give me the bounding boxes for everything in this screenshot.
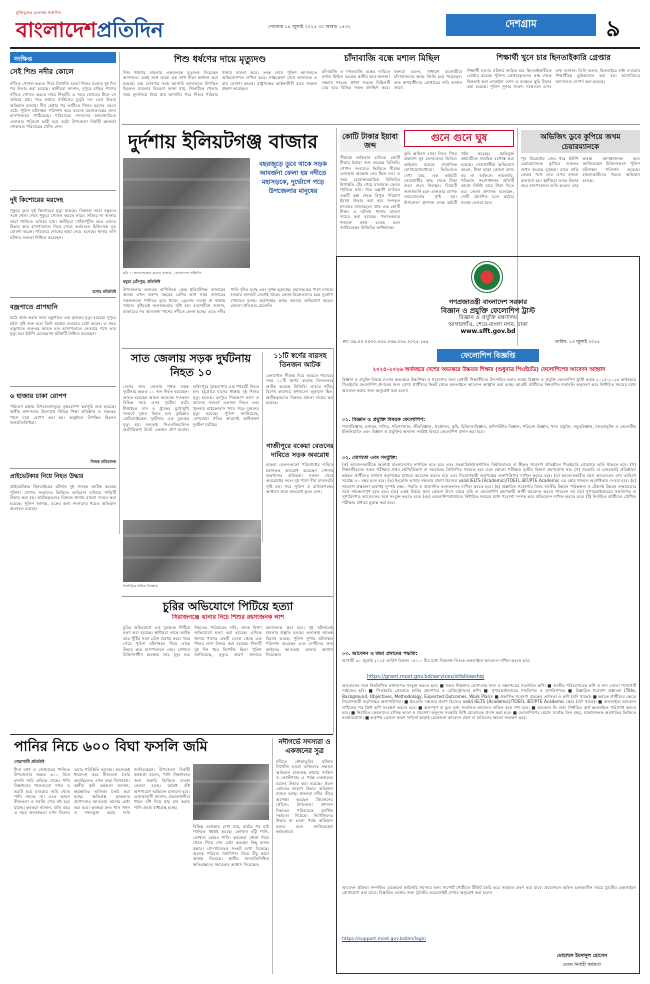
gazipur-photo bbox=[123, 520, 261, 582]
sidebar-item-title: ৬ হাজার চাকা রোপণ bbox=[10, 391, 67, 400]
sidebar-header bbox=[10, 52, 116, 63]
article-headline: ১১টি স্বর্ণের বারসহ তিনজন আটক bbox=[273, 352, 327, 369]
sidebar-item-title: প্রাইভেটকার নিয়ে নিহত উদ্ধার bbox=[10, 473, 84, 481]
sidebar-item-body: পরিবেশ রক্ষায় উপজেলাজুড়ে বৃক্ষরোপণ কর্মসূচি শুরু হয়েছে। স্থানীয় প্রশাসনের উদ্যোগে বিভিন্ন শিক্ষা প্রতিষ্ঠান ও সড়কের পাশে চারা রোপণ করা হয়। অনুষ্ঠানে উপস্থিত ছিলেন জনপ্রতিনিধিরা। bbox=[10, 403, 116, 426]
ad-section-3-intro: আগামী ৩১ জুলাই ২০২৫ তারিখ বিকাল ০৫:০০ টার মধ্যে নিম্নোক্ত লিংকে অনলাইনে আবেদন দাখিল করতে হবে: bbox=[342, 658, 531, 663]
sidebar-item-title: বজ্রপাতে প্রাণহানি bbox=[10, 303, 58, 312]
sidebar-item-body: প্রাইভেটকার ছিনতাইয়ের ঘটনায় দুই জনকে আটক করেছে পুলিশ। গোপন সংবাদের ভিত্তিতে অভিযান চালিয়ে গাড়িটি উদ্ধার করা হয়। আটককৃতদের বিরুদ্ধে থানায় মামলা দায়ের করা হয়েছে। পুলিশ জানায়, চক্রের অন্য সদস্যদের ধরতে অভিযান অব্যাহত রয়েছে। bbox=[10, 484, 116, 511]
article-top-2 bbox=[322, 52, 462, 122]
flood-body-continued: বিভিন্ন এলাকায় দেখা যায়, মাঠের পর মাঠ পানিতে থইথই করছে। কোথাও হাঁটু পানি, কোথাও কোমর পানি। কৃষকেরা নৌকা নিয়ে খেতে গিয়ে শেষ চেষ্টা করছেন কিছু ফসল রক্ষার। গো-খাদ্যেরও সংকট দেখা দিয়েছে। অনেক পরিবার গবাদিপশু নিয়ে উঁচু স্থানে আশ্রয় নিয়েছে। স্থানীয় জনপ্রতিনিধিরা ক্ষতিগ্রস্তদের সহায়তার আশ্বাস দিয়েছেন। bbox=[193, 824, 269, 867]
sidebar-item-body: পুকুরে ডুবে দুই কিশোরের মৃত্যু হয়েছে। বিকালে তারা বন্ধুদের সঙ্গে খেলা শেষে পুকুরে গোসল করতে নামে। সাঁতার না জানায় তারা পানিতে তলিয়ে যায়। স্থানীয়রা খোঁজাখুঁজি করে তাদের উদ্ধার করে হাসপাতালে নিয়ে গেলে কর্তব্যরত চিকিৎসক মৃত ঘোষণা করেন। পরিবারে শোকের ছায়া নেমে এসেছে। থানার ওসি ঘটনার সত্যতা নিশ্চিত করেছেন। bbox=[10, 207, 116, 240]
section-divider bbox=[122, 124, 640, 125]
lead-subhead-box bbox=[254, 160, 332, 262]
article-theft bbox=[123, 600, 333, 730]
article-chairman bbox=[521, 130, 640, 250]
flood-headline: পানির নিচে ৬০০ বিঘা ফসলি জমি bbox=[14, 739, 208, 755]
sidebar-item-title: সেই শিশু নদীর কোলে bbox=[10, 67, 74, 76]
article-headline: গুনে গুনে ঘুষ bbox=[404, 130, 514, 147]
lead-body: উপজেলার অন্যতম বাণিজ্যিক কেন্দ্র ইলিয়টগঞ্জ বাজারের অবস্থা এখন করুণ। বছরের বেশির ভাগ সময় বাজারের সড়কগুলো পানিতে ডুবে থাকে। ড্রেনেজ ব্যবস্থা না থাকায় সামান্য বৃষ্টিতেই জলাবদ্ধতার সৃষ্টি হয়। ব্যবসায়ীরা জানান, বাজারের সব আবর্জনা পাশের নদীতে ফেলা হচ্ছে। এতে নদীর পানি দূষিত হচ্ছে এবং দুর্গন্ধ ছড়াচ্ছে। মহাসড়কের পাশে বাজার হওয়ায় যানজট লেগেই থাকে। ক্রেতা-বিক্রেতাদের চরম দুর্ভোগ পোহাতে হচ্ছে। কর্তৃপক্ষের কাছে বারবার অভিযোগ করেও কোনো প্রতিকার মেলেনি। bbox=[123, 287, 333, 314]
logo-part-1: বাংলাদেশ bbox=[16, 17, 97, 42]
sidebar-divider bbox=[10, 468, 116, 469]
lead-photo bbox=[123, 158, 250, 268]
article-headline: শিশু ধর্ষণের দায়ে মৃত্যুদণ্ড bbox=[173, 55, 267, 65]
sidebar-byline: যশোর প্রতিনিধি bbox=[92, 288, 116, 294]
masthead-tagline: মুক্তিযুদ্ধের চেতনায় প্রকাশিত bbox=[16, 10, 61, 15]
article-body: বকেয়া বেতন-ভাতা পরিশোধের দাবিতে মহাসড়ক অবরোধ করেছেন পোশাক কারখানার শ্রমিকরা। সকাল থেকে অবরোধের ফলে দুই পাশে দীর্ঘ যানজটের সৃষ্টি হয়। পরে পুলিশ ও মালিকপক্ষের আশ্বাসে তারা অবরোধ তুলে নেন। bbox=[266, 462, 334, 495]
flood-byline: নোয়াখালী প্রতিনিধি bbox=[14, 759, 45, 764]
lead-headline: দুর্দশায় ইলিয়টগঞ্জ বাজার bbox=[128, 131, 318, 153]
column-divider bbox=[272, 738, 273, 974]
article-headline: চুরির অভিযোগে পিটিয়ে হত্যা bbox=[162, 600, 294, 613]
flood-body: টানা বর্ষণ ও জোয়ারের পানিতে উপজেলার অন্তত ৬০০ বিঘা ফসলি জমি তলিয়ে গেছে। পানি নিষ্কাশনের খালগুলো দখল ও ভরাট হয়ে যাওয়ায় জমি থেকে পানি নামছে না। এতে আমন বীজতলা ও সবজি খেত নষ্ট হয়ে যাচ্ছে। কৃষকরা জানান, প্রতি বছর এ সময় জলাবদ্ধতা দেখা দিলেও এবার পরিস্থিতি ভয়াবহ। অনেকেই ধারদেনা করে বীজতলা তৈরি করেছিলেন। এখন তারা দিশেহারা। স্থানীয় কৃষি কর্মকর্তা জানান, ক্ষয়ক্ষতির তালিকা তৈরি করা হচ্ছে। ক্ষতিগ্রস্ত কৃষকদের প্রণোদনার আওতায় আনার চেষ্টা করা হবে। কৃষকরা দ্রুত খাল খনন ও দখলমুক্ত করার দাবি জানিয়েছেন। উপজেলা নির্বাহী কর্মকর্তা বলেন, পানি নিষ্কাশনের জন্য জরুরি ভিত্তিতে ব্যবস্থা নেওয়া হচ্ছে। অবৈধ বাঁধ অপসারণে অভিযান চালানো হবে। এলাকাবাসী জানান, প্রভাবশালীরা খালে বাঁধ দিয়ে মাছ চাষ করায় পানি প্রবাহ বাধাগ্রস্ত হচ্ছে। bbox=[14, 767, 190, 816]
column-divider bbox=[119, 52, 120, 534]
newspaper-logo bbox=[16, 14, 163, 40]
article-top-1 bbox=[123, 52, 317, 122]
masthead-divider bbox=[10, 47, 640, 49]
article-road-accidents bbox=[123, 352, 259, 542]
ad-subject: ২০২৫-২০২৬ অর্থবছরে দেশের অভ্যন্তরে উচ্চতর শিক্ষার (শুধুমাত্র পিএইচডি) ফেলোশিপের আবেদন আহ্বান bbox=[372, 367, 606, 373]
ad-trust: বিজ্ঞান ও প্রযুক্তি ফেলোশিপ ট্রাস্ট bbox=[440, 307, 536, 315]
article-body: দেশের সাত জেলায় পৃথক সড়ক দুর্ঘটনায় অন্তত ১০ জন নিহত হয়েছেন। আহত হয়েছেন আরও অনেকে। গতকাল বিভিন্ন সময় এসব দুর্ঘটনা ঘটে। টাঙ্গাইলে বাস ও ট্রাকের মুখোমুখি সংঘর্ষে দুজন নিহত হন। কুমিল্লায় মোটরসাইকেল দুর্ঘটনায় এক যুবকের মৃত্যু হয়। বগুড়ায় সিএনজিচালিত অটোরিকশা উল্টে একজন প্রাণ হারান। ফরিদপুরে ট্রাকচাপায় এক পথচারী নিহত হন। চট্টগ্রামে বাসের ধাক্কায় দুই শিশুর মৃত্যু হয়েছে। রংপুরে পিকআপ ভ্যান ও ভ্যানের সংঘর্ষে একজন নিহত এবং খুলনায় মাইক্রোবাস খাদে পড়ে দুজনের মৃত্যু হয়েছে। পুলিশ জানিয়েছে, বেপরোয়া গতির কারণেই অধিকাংশ দুর্ঘটনা ঘটেছে। bbox=[123, 384, 259, 433]
ad-checklist: আবেদনের সঙ্গে নিম্নলিখিত কাগজপত্র সংযুক্ত করতে হবে: ■ সকল শিক্ষাগত যোগ্যতার সনদ ও নম্বরপত্রের সত্যায়িত কপি। ■ জাতীয় পরিচয়পত্রের কপি ও সদ্য তোলা পাসপোর্ট সাইজের ছবি। ■ পিএইচডি প্রোগ্রামে ভর্তির প্রমাণপত্র ও রেজিস্ট্রেশনের কপি। ■ সুপারভাইজারের সম্মতিপত্র ও সুপারিশপত্র। ■ বিস্তারিত গবেষণা প্রস্তাবনা (Title, Background, Objectives, Methodology, Expected Outcomes, Work Plan)। ■ প্রকাশিত গবেষণা প্রবন্ধের তালিকা ও কপি (যদি থাকে)। ■ কর্মরত প্রার্থীদের ক্ষেত্রে নিয়োগকারী কর্তৃপক্ষের অনাপত্তিপত্র। ■ ইংরেজি দক্ষতার প্রমাণ হিসেবে valid IELTS (Academic)/TOEFL iBT/PTE Academic স্কোর (যদি থাকে)। ■ অনলাইনে আবেদন দাখিলের পর প্রিন্ট কপি সংরক্ষণ করতে হবে। ■ অসম্পূর্ণ বা ভুল তথ্য সংবলিত আবেদন বাতিল বলে গণ্য হবে। ■ আবেদন ফি বাবদ নির্ধারিত অর্থ অনলাইনে পরিশোধ করতে হবে। ■ নির্বাচিত ফেলোদের মাসিক ভাতা ও গবেষণা অনুদান সরকারি বিধি মোতাবেক প্রদান করা হবে। ■ ফেলোশিপের মেয়াদ সর্বোচ্চ তিন বছর, সন্তোষজনক অগ্রগতির ভিত্তিতে নবায়নযোগ্য। ■ কর্তৃপক্ষ কোনো কারণ দর্শানো ছাড়াই যেকোনো আবেদন গ্রহণ বা বাতিলের ক্ষমতা সংরক্ষণ করে। bbox=[342, 683, 636, 721]
ad-address: আগারগাঁও, শেরে-বাংলা নগর, ঢাকা bbox=[448, 322, 528, 328]
column-divider bbox=[262, 352, 263, 542]
article-headline: কোটি টাকার ইয়াবা জব্দ bbox=[340, 130, 400, 152]
article-body: নদীতে নৌকাডুবির ঘটনায় নিখোঁজ হওয়া ব্যক্তিদের সন্ধানে অভিযান চালাচ্ছে ফায়ার সার্ভিস ও কোস্টগার্ড। এ পর্যন্ত একজনের মরদেহ উদ্ধার করা হয়েছে। প্রবল স্রোতের কারণে উদ্ধার অভিযান ব্যাহত হচ্ছে। স্বজনরা নদীর তীরে অপেক্ষা করছেন প্রিয়জনের খোঁজে। উপজেলা প্রশাসন নিহতের পরিবারকে আর্থিক সহায়তা দিয়েছে। নিখোঁজদের উদ্ধার না হওয়া পর্যন্ত অভিযান চলবে বলে জানিয়েছেন কর্মকর্তারা। bbox=[276, 759, 333, 835]
masthead bbox=[10, 8, 640, 48]
section-tab bbox=[446, 14, 596, 36]
article-body: শিক্ষার্থী হত্যার ঘটনায় জড়িত চার ছিনতাইকারীকে গ্রেপ্তার করেছে পুলিশ। গ্রেপ্তারকৃতদের কাছ থেকে ছিনতাই করা মোবাইল ফোন ও ব্যবহৃত ছুরি উদ্ধার করা হয়েছে। পুলিশ সুপার সংবাদ সম্মেলনে এসব তথ্য জানান। তিনি বলেন, ছিনতাইয়ে বাধা দেওয়ায় শিক্ষার্থীকে ছুরিকাঘাত করা হয়। আসামিদের আদালতে সোপর্দ করা হয়েছে। bbox=[467, 68, 640, 90]
ad-signer-title: প্রধান নির্বাহী কর্মকর্তা bbox=[562, 963, 602, 968]
section-divider bbox=[122, 348, 333, 349]
article-gold-bars bbox=[266, 352, 334, 440]
ad-banner bbox=[437, 349, 539, 362]
lead-byline: কচুয়া (চাঁদপুর) প্রতিনিধি bbox=[123, 279, 161, 284]
sidebar-item-title: দুই কিশোরের মরদেহ bbox=[10, 195, 64, 204]
article-headline: গাজীপুরে বকেয়া বেতনের দাবিতে সড়ক অবরোধ bbox=[266, 442, 334, 459]
ad-intro: বিজ্ঞান ও প্রযুক্তি বিষয়ে দেশের অভ্যন্তরে উচ্চশিক্ষা ও গবেষণার জন্য মেধাবী শিক্ষার্থীদের উৎসাহিত করার লক্ষ্যে বিজ্ঞান ও প্রযুক্তি ফেলোশিপ ট্রাস্ট কর্তৃক ২০২৫-২০২৬ অর্থবছরে পিএইচডি ফেলোশিপ প্রদানের জন্য যোগ্য প্রার্থীদের নিকট থেকে অনলাইনে আবেদন আহ্বান করা হচ্ছে। আগ্রহী প্রার্থীদের নিম্নবর্ণিত শর্তাবলি অনুসরণ করে নির্ধারিত সময়ের মধ্যে আবেদন করার জন্য অনুরোধ করা হলো। bbox=[342, 377, 636, 393]
apply-link[interactable]: https://grant.most.gov.bd/services/stfellowship bbox=[367, 674, 485, 680]
lead-subhead: বছরজুড়ে ডুবে থাকে সড়ক আবর্জনা ফেলা হয় নদীতে মহাসড়কে, দুর্ভোগে পড়ে উপজেলার মানুষের bbox=[259, 160, 327, 195]
article-body: সীমান্তে অভিযান চালিয়ে কোটি টাকার ইয়াবা জব্দ করেছে বিজিবি। গোপন সংবাদের ভিত্তিতে সীমান্ত এলাকায় অবস্থান নেয় টহল দল। এ সময় চোরাকারবারিরা বিজিবির উপস্থিতি টের পেয়ে মালামাল ফেলে পালিয়ে যায়। পরে তল্লাশি চালিয়ে একটি বস্তা থেকে বিপুল পরিমাণ ইয়াবা উদ্ধার করা হয়। জব্দকৃত মাদকের বাজারমূল্য প্রায় এক কোটি টাকা। এ ঘটনায় থানায় মামলা দায়ের করা হয়েছে। পলাতকদের শনাক্তে কাজ চলছে বলে জানিয়েছেন বিজিবির অধিনায়ক। bbox=[340, 155, 400, 231]
section-divider bbox=[122, 596, 333, 597]
ad-ministry: বিজ্ঞান ও প্রযুক্তি মন্ত্রণালয় bbox=[458, 315, 518, 321]
ad-website[interactable]: www.sfft.gov.bd bbox=[460, 328, 516, 335]
ad-section-2: ০২. যোগ্যতা এবং সংযুক্তি: bbox=[342, 455, 398, 461]
article-body: চাঁদাবাজি ও দখলবাজি বন্ধের দাবিতে মশাল মিছিল করেছে স্থানীয় ছাত্র-জনতা। সন্ধ্যায় শহরের প্রধান সড়কে মিছিলটি বের হয়ে বিভিন্ন সড়ক প্রদক্ষিণ করে। বক্তারা বলেন, সাধারণ ব্যবসায়ীরা চাঁদাবাজদের কাছে জিম্মি হয়ে পড়েছেন। দ্রুত অপরাধীদের গ্রেপ্তারের দাবি জানান তারা। bbox=[322, 69, 462, 91]
support-link[interactable]: https://support.most.gov.bd/en/login bbox=[342, 937, 426, 942]
ad-section-1-body: পদার্থবিজ্ঞান, রসায়ন, গণিত, পরিসংখ্যান, জীববিজ্ঞান, প্রকৌশল, কৃষি, চিকিৎসাবিজ্ঞান, কম্পিউটার বিজ্ঞান, পরিবেশ বিজ্ঞান, খাদ্য প্রযুক্তি, সমুদ্রবিজ্ঞান, জৈবপ্রযুক্তি ও জেনেটিক ইঞ্জিনিয়ারিং এবং বিজ্ঞান ও প্রযুক্তির অন্যান্য সংশ্লিষ্ট বিষয়ে ফেলোশিপ প্রদান করা হবে। bbox=[342, 424, 636, 435]
sidebar-item-body: নদীতে গোসল করতে গিয়ে নিখোঁজ হওয়া শিশুর মরদেহ দুই দিন পর উদ্ধার করা হয়েছে। স্থানীয়রা জানান, দুপুরে বাড়ির পাশের নদীতে গোসল করতে নামে শিশুটি। এ সময় স্রোতের টানে সে তলিয়ে যায়। পরে ফায়ার সার্ভিসের ডুবুরি দল এসে উদ্ধার অভিযান চালায়। দীর্ঘ চেষ্টার পর ভাটিতে শিশুর মরদেহ ভেসে ওঠে। পুলিশ ঘটনাস্থল পরিদর্শন করে মরদেহ ময়নাতদন্তের জন্য হাসপাতালে পাঠিয়েছে। পরিবারের সদস্যদের আহাজারিতে এলাকার পরিবেশ ভারী হয়ে ওঠে। উপজেলা নির্বাহী কর্মকর্তা শোকাহত পরিবারের খোঁজ নেন। bbox=[10, 81, 116, 130]
ad-signer: মোহাম্মদ ইমদাদুল হোসেন bbox=[556, 953, 608, 959]
article-subhead: সিরাজগঞ্জে থানার নিচে শিশুর রহস্যজনক লাশ bbox=[172, 614, 284, 621]
article-headline: চাঁদাবাজি বন্ধে মশাল মিছিল bbox=[344, 54, 440, 64]
ad-date: তারিখ: ১৩ জুলাই ২০২৫ bbox=[555, 340, 600, 345]
page-number: ৯ bbox=[606, 17, 621, 42]
article-body: চুরির অভিযোগে এক যুবককে পিটিয়ে হত্যা করা হয়েছে। স্থানীয়রা তাকে আটক করে খুঁটির সঙ্গে বেঁধে মারধর করে। খবর পেয়ে পুলিশ ঘটনাস্থলে গিয়ে তাকে উদ্ধার করে হাসপাতালে নেয়। সেখানে চিকিৎসাধীন অবস্থায় তার মৃত্যু হয়। নিহতের পরিবারের দাবি, তাকে মিথ্যা অভিযোগে হত্যা করা হয়েছে। এদিকে থানার পাশের একটি ডোবা থেকে এক শিশুর লাশ উদ্ধার করা হয়েছে। শিশুটি দুই দিন ধরে নিখোঁজ ছিল। পুলিশ জানিয়েছে, মৃত্যুর কারণ জানতে ময়নাতদন্ত করা হবে। দুই ঘটনাতেই মামলার প্রস্তুতি চলছে। এলাকায় আতঙ্ক বিরাজ করছে। পুলিশ সুপার ঘটনাস্থল পরিদর্শন করেছেন এবং দোষীদের দ্রুত আইনের আওতায় আনার আশ্বাস দিয়েছেন। bbox=[123, 625, 333, 658]
ad-support-note: আবেদন প্রক্রিয়া সম্পর্কিত যেকোনো কারিগরি সমস্যার জন্য সাপোর্ট পোর্টালে টিকিট তৈরি করে সহায়তা গ্রহণ করা যাবে। প্রয়োজনে অফিস চলাকালীন সময়ে ট্রাস্টের হেল্পলাইনে যোগাযোগ করা যাবে। বিস্তারিত তথ্যের জন্য ট্রাস্টের ওয়েবসাইট দেখার অনুরোধ করা হলো। bbox=[342, 885, 636, 896]
sidebar-item-body: মাঠে কাজ করার সময় বজ্রপাতে এক কৃষকের মৃত্যু হয়েছে। দুপুরে হঠাৎ বৃষ্টি শুরু হলে তিনি আশ্রয় নেওয়ার চেষ্টা করেন। এ সময় বজ্রপাতে গুরুতর আহত হন। হাসপাতালে নেওয়ার পথে তার মৃত্যু হয়। ইউপি চেয়ারম্যান ঘটনাটি নিশ্চিত করেছেন। bbox=[10, 315, 116, 337]
logo-part-2: প্রতিদিন bbox=[96, 17, 164, 42]
article-headline: শিক্ষার্থী খুনে চার ছিনতাইকারি গ্রেপ্তার bbox=[496, 53, 611, 62]
sidebar-byline: নিজস্ব প্রতিবেদক bbox=[90, 458, 116, 464]
ad-banner-label: ফেলোশিপ বিজ্ঞপ্তি bbox=[460, 351, 516, 360]
section-title: দেশগ্রাম bbox=[505, 19, 537, 30]
sidebar-divider bbox=[10, 190, 116, 191]
article-body: বেনাপোল সীমান্ত দিয়ে ভারতে পাচারের সময় ১১টি স্বর্ণের বারসহ তিনজনকে আটক করেছে বিজিবি। তাদের শরীরে বিশেষ কায়দায় স্বর্ণগুলো লুকানো ছিল। আটককৃতদের বিরুদ্ধে মামলা দায়ের করা হয়েছে। bbox=[266, 373, 334, 406]
article-drowning bbox=[276, 738, 333, 974]
lead-photo-caption: ছবি ১: জলাবদ্ধতার কবলে বাজার - বাংলাদেশ প্রতিদিন bbox=[123, 271, 202, 275]
ad-section-2-body: (ক) আবেদনকারীকে অবশ্যই বাংলাদেশের নাগরিক হতে হবে এবং সরকারি/স্বায়ত্তশাসিত বিশ্ববিদ্যালয় বা স্বীকৃত গবেষণা প্রতিষ্ঠানে পিএইচডি প্রোগ্রামে ভর্তি থাকতে হবে। (খ) শিক্ষাজীবনের সকল পরীক্ষায় প্রথম শ্রেণি/বিভাগ বা সমমানের সিজিপিএ থাকতে হবে এবং কোনো পরীক্ষায় তৃতীয় বিভাগ গ্রহণযোগ্য নয়। (গ) সরকারি বা বেসরকারি প্রতিষ্ঠানে কর্মরত প্রার্থীদের যথাযথ কর্তৃপক্ষের মাধ্যমে আবেদন করতে হবে এবং নিয়োগকারী কর্তৃপক্ষের অনাপত্তিপত্র দাখিল করতে হবে। (ঘ) আবেদনকারীর বয়স আবেদনের শেষ তারিখে সর্বোচ্চ ৪০ বছর হতে হবে। (ঙ) ইংরেজি ভাষায় দক্ষতার প্রমাণ হিসেবে valid IELTS (Academic)/TOEFL iBT/PTE Academic এর স্কোর থাকলে অগ্রাধিকার দেওয়া হবে। (চ) গবেষণা প্রস্তাবনা অবশ্যই সুস্পষ্ট লক্ষ্য, পদ্ধতি ও প্রত্যাশিত ফলাফলসহ দাখিল করতে হবে। (ছ) প্রস্তাবিত গবেষণার বিষয় জাতীয় উন্নয়ন পরিকল্পনা ও টেকসই উন্নয়ন লক্ষ্যমাত্রার সঙ্গে সামঞ্জস্যপূর্ণ হতে হবে। (জ) একই বিষয়ে অন্য কোনো উৎস থেকে বৃত্তি বা ফেলোশিপ গ্রহণকারী প্রার্থী আবেদন করতে পারবেন না। (ঝ) সুপারভাইজারের সম্মতিপত্র ও সুপারিশপত্র আবেদনের সঙ্গে সংযুক্ত করতে হবে। (ঞ) ফেলোশিপপ্রাপ্তদের নির্ধারিত সময়ের মধ্যে গবেষণা সম্পন্ন করে প্রতিবেদন দাখিল করতে হবে। (ট) নির্বাচিত প্রার্থীদের মৌখিক পরীক্ষার মাধ্যমে চূড়ান্ত করা হবে। bbox=[342, 462, 636, 505]
ad-section-1: ০১. বিজ্ঞান ও প্রযুক্তি বিষয়ক ফেলোশিপ: bbox=[342, 417, 426, 423]
column-divider bbox=[333, 348, 334, 734]
ad-govt: গণপ্রজাতন্ত্রী বাংলাদেশ সরকার bbox=[449, 298, 527, 306]
article-body: ভূমি অফিসে সেবা নিতে গিয়ে প্রকাশ্যে ঘুষ লেনদেনের ভিডিও ভাইরাল হয়েছে সামাজিক যোগাযোগমাধ্যমে। ভিডিওতে দেখা যায়, এক কর্মচারী সেবাপ্রার্থীর কাছ থেকে টাকা গুনে গুনে নিচ্ছেন। বিষয়টি জানাজানি হলে এলাকায় ব্যাপক সমালোচনার সৃষ্টি হয়। উপজেলা প্রশাসন তদন্ত কমিটি গঠন করেছে। অভিযুক্ত কর্মচারীকে সাময়িক বরখাস্ত করা হয়েছে। সেবাপ্রার্থীরা অভিযোগ করেন, টাকা ছাড়া কোনো কাজ হয় না অফিসে। নামজারি, খতিয়ান সংশোধনসহ প্রতিটি কাজে নির্দিষ্ট হারে টাকা দিতে হয়। জেলা প্রশাসক বলেছেন, দোষী প্রমাণিত হলে কঠোর ব্যবস্থা নেওয়া হবে। bbox=[404, 151, 514, 205]
sidebar-header-label: সংক্ষিপ্ত bbox=[14, 56, 33, 63]
article-headline: নদীগর্ভে সদস্যরা ও একজনের সুত্র bbox=[278, 738, 331, 755]
sidebar-divider bbox=[10, 297, 116, 298]
ad-memo: নং: ৩৯.০০.০০০০.০০৫.০৩৯.০০৫.২০২৫.২৪৪ bbox=[343, 340, 429, 345]
sidebar-divider bbox=[10, 386, 116, 387]
article-headline: অভিজিৎ ডুবে কুপিয়ে জখম চেয়ারম্যানকে bbox=[521, 130, 640, 153]
article-body: শিশু ধর্ষণের মামলায় একজনকে মৃত্যুদণ্ড দিয়েছেন আদালত। একই সঙ্গে তাকে এক লাখ টাকা অর্থদণ্ড করা হয়েছে। রায় ঘোষণার সময় আসামি আদালতে উপস্থিত ছিলেন। মামলার বিবরণে জানা যায়, শিশুটিকে খেলার সময় ফুসলিয়ে নিয়ে যায় আসামি। পরে শিশুর পরিবার থানায় মামলা করে। তদন্ত শেষে পুলিশ আদালতে অভিযোগপত্র দাখিল করে। সাক্ষ্যগ্রহণ শেষে আদালত এ রায় ঘোষণা করেন। রাষ্ট্রপক্ষের আইনজীবী রায়ে সন্তোষ প্রকাশ করেছেন। bbox=[123, 70, 317, 97]
issue-date: সোমবার ১৪ জুলাই ২০২৫ ৩০ আষাঢ় ১৪৩২ bbox=[268, 25, 351, 30]
sidebar-column bbox=[10, 52, 116, 534]
article-body: পূর্ব বিরোধের জের ধরে ইউপি চেয়ারম্যানকে কুপিয়ে গুরুতর জখম করেছে দুর্বৃত্তরা। রাতে বাড়ি ফেরার পথে তার ওপর হামলা চালানো হয়। স্থানীয়রা তাকে উদ্ধার করে হাসপাতালে ভর্তি করেন। তার অবস্থা আশঙ্কাজনক বলে জানিয়েছেন চিকিৎসকরা। পুলিশ ঘটনাস্থল পরিদর্শন করেছে। হামলাকারীদের ধরতে অভিযান চলছে। bbox=[521, 156, 640, 189]
fellowship-advertisement bbox=[336, 256, 640, 974]
article-gazipur bbox=[266, 442, 334, 542]
ad-section-3: ০৩. আবেদন ও জমা প্রদানের পদ্ধতি: bbox=[342, 651, 418, 657]
gazipur-photo-caption: গাজীপুরে শ্রমিক বিক্ষোভ bbox=[123, 584, 159, 588]
flood-photo bbox=[193, 764, 269, 820]
article-top-3 bbox=[467, 52, 640, 122]
section-divider bbox=[10, 734, 333, 735]
article-headline: সাত জেলায় সড়ক দুর্ঘটনায় নিহত ১০ bbox=[131, 352, 251, 379]
govt-seal bbox=[471, 261, 503, 293]
